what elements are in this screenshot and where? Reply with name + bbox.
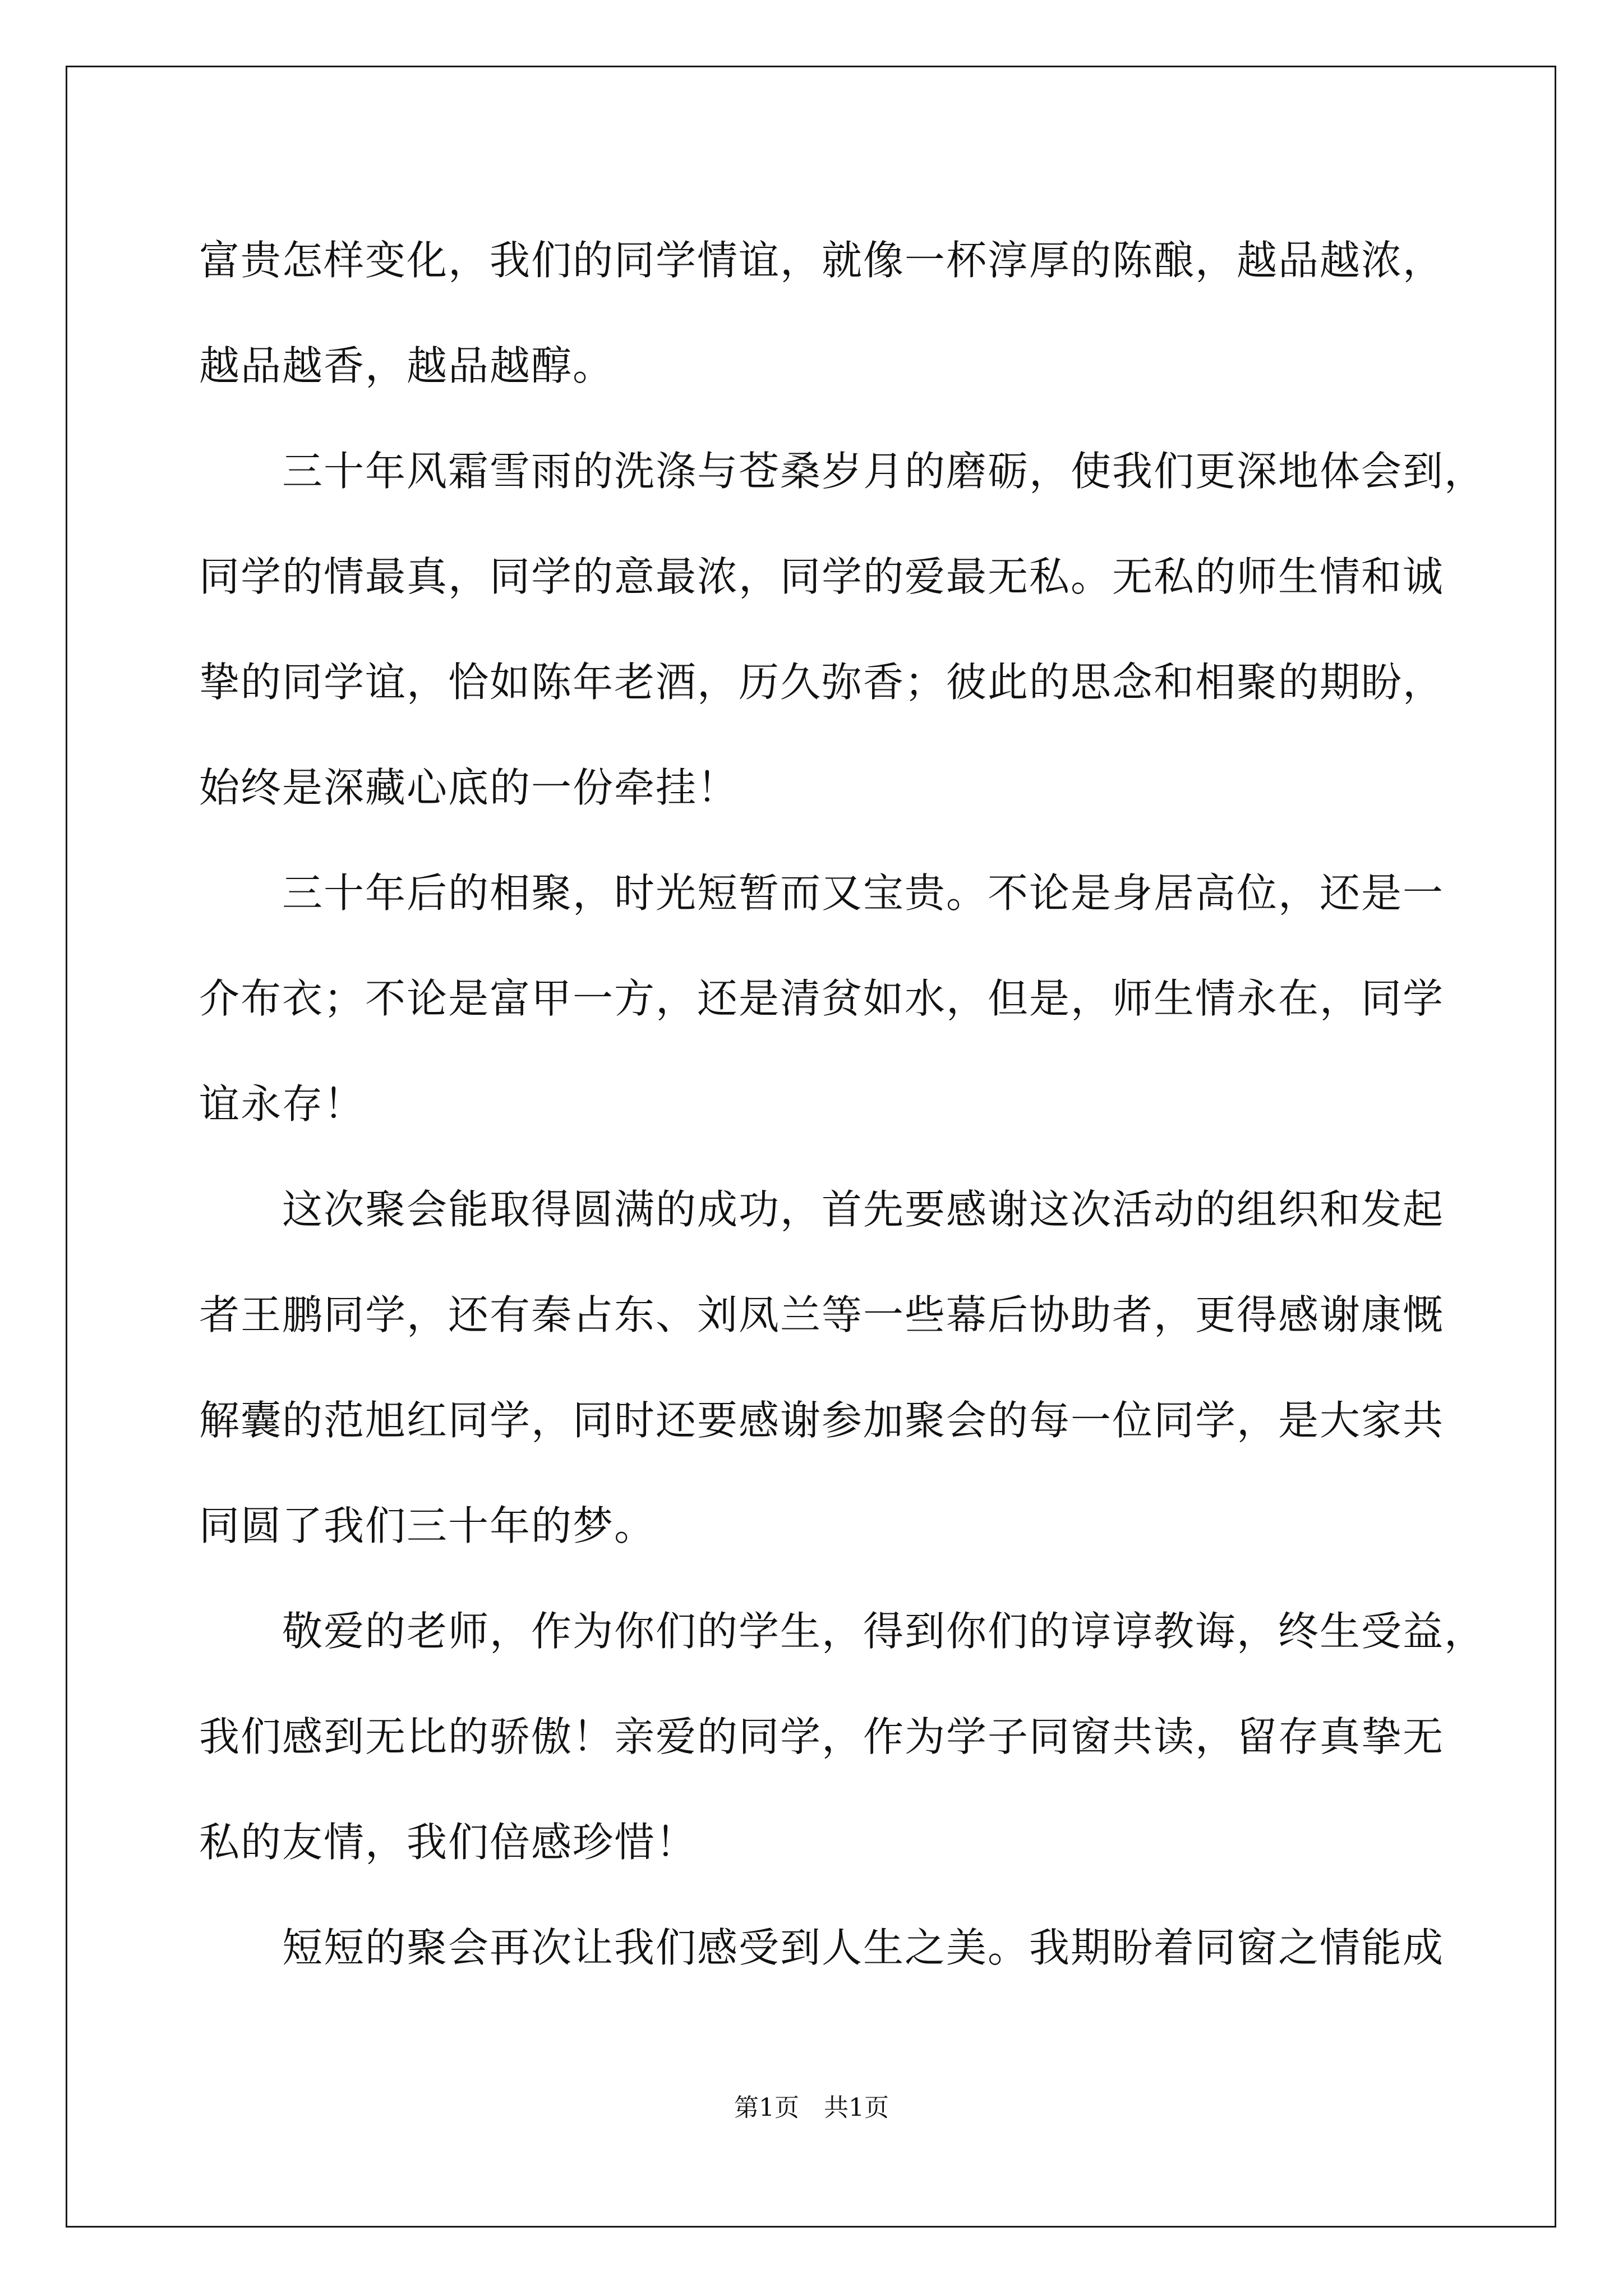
text-line: 始终是深藏心底的一份牵挂！ (199, 764, 739, 811)
paragraph-start-line: 三十年风霜雪雨的洗涤与苍桑岁月的磨砺，使我们更深地体会到， (282, 448, 1486, 495)
text-line: 介布衣；不论是富甲一方，还是清贫如水，但是，师生情永在，同学 (199, 975, 1445, 1022)
paragraph-start-line: 敬爱的老师，作为你们的学生，得到你们的谆谆教诲，终生受益， (282, 1608, 1486, 1655)
page-total: 共1页 (824, 2093, 889, 2122)
text-line: 同学的情最真，同学的意最浓，同学的爱最无私。无私的师生情和诚 (199, 553, 1445, 600)
text-line: 越品越香，越品越醇。 (199, 342, 615, 389)
text-line: 者王鹏同学，还有秦占东、刘凤兰等一些幕后协助者，更得感谢康慨 (199, 1291, 1445, 1338)
paragraph-start-line: 这次聚会能取得圆满的成功，首先要感谢这次活动的组织和发起 (282, 1186, 1445, 1233)
text-line: 富贵怎样变化，我们的同学情谊，就像一杯淳厚的陈酿，越品越浓， (199, 237, 1445, 284)
paragraph-start-line: 短短的聚会再次让我们感受到人生之美。我期盼着同窗之情能成 (282, 1924, 1445, 1971)
page-footer (0, 2091, 1623, 2125)
document-body (199, 208, 1486, 2000)
paragraph-start-line: 三十年后的相聚，时光短暂而又宝贵。不论是身居高位，还是一 (282, 869, 1445, 917)
text-line: 解囊的范旭红同学，同时还要感谢参加聚会的每一位同学，是大家共 (199, 1397, 1445, 1444)
text-line: 我们感到无比的骄傲！亲爱的同学，作为学子同窗共读，留存真挚无 (199, 1713, 1445, 1760)
text-line: 谊永存！ (199, 1080, 366, 1128)
text-line: 同圆了我们三十年的梦。 (199, 1502, 656, 1549)
page-number: 第1页 (734, 2093, 799, 2122)
text-line: 挚的同学谊，恰如陈年老酒，历久弥香；彼此的思念和相聚的期盼， (199, 659, 1445, 706)
text-line: 私的友情，我们倍感珍惜！ (199, 1819, 698, 1866)
